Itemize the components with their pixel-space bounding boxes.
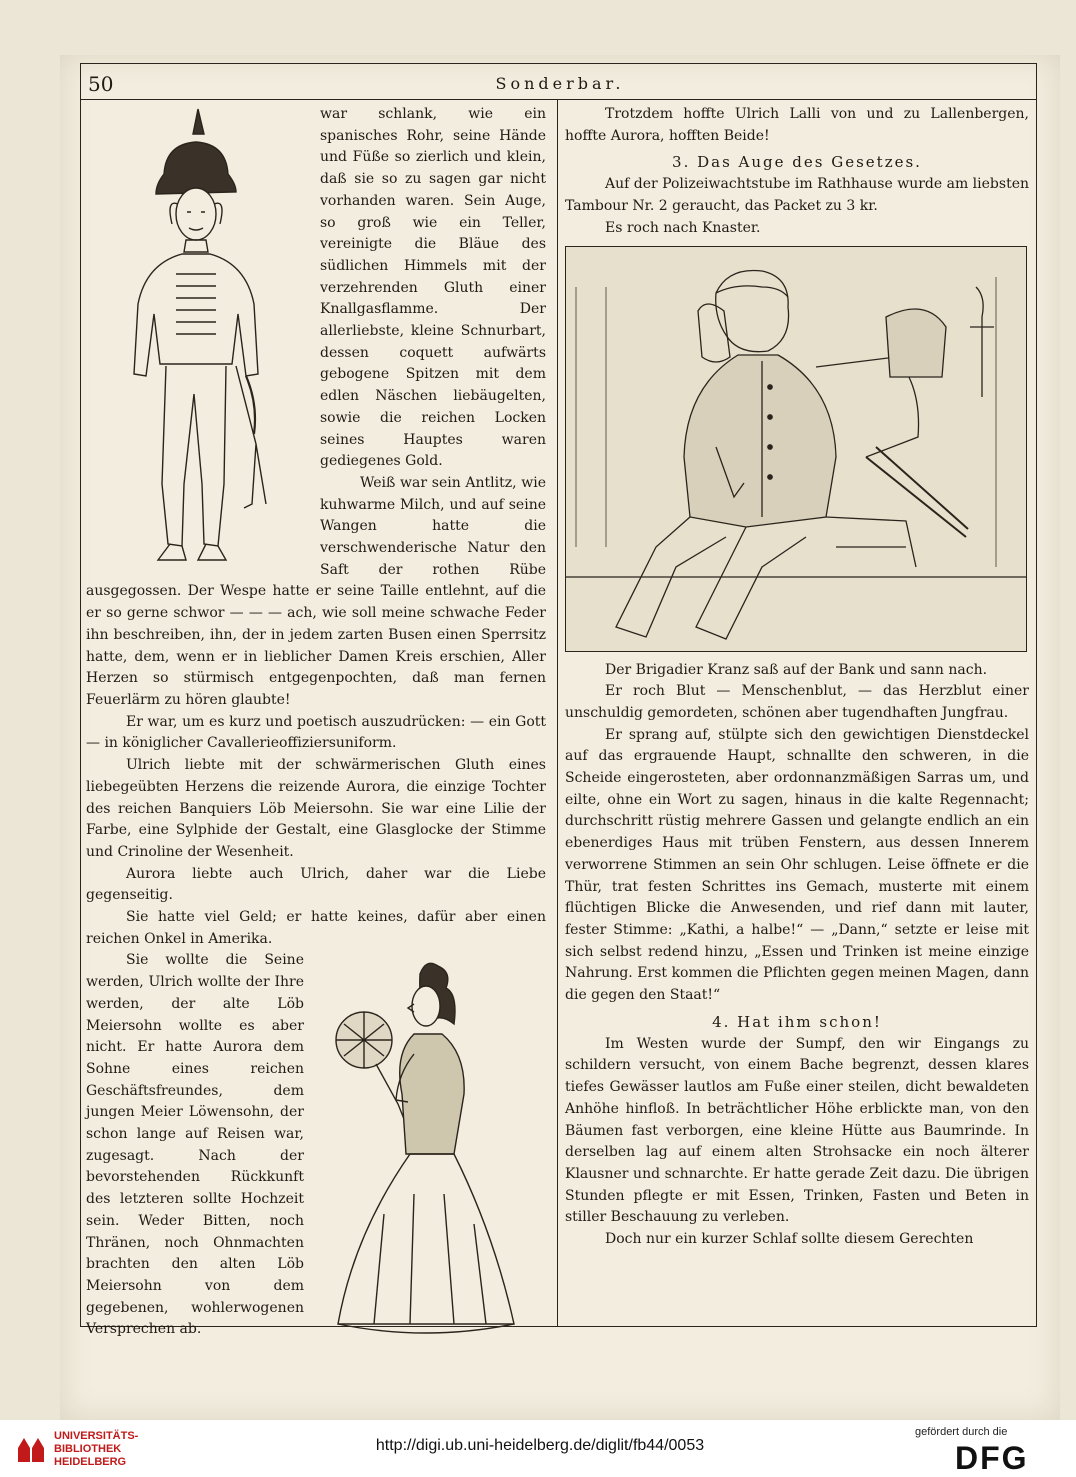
column-divider: [557, 99, 558, 1326]
running-title: Sonderbar.: [495, 74, 625, 93]
paragraph: war schlank, wie ein spanisches Rohr, seine Hände und Füße so zierlich und klein, daß sie so zu sagen gar nicht vorhanden waren. Sein Auge, so groß wie ein Teller, vereinigte die Bläue des südlichen Himmels mit der verzehrenden Gluth einer Knallgasflamme. Der allerliebste, kleine Schnurbart, dessen coquett aufwärts gebogene Spitzen mit dem edlen Näschen liebäugelten, sowie die reichen Locken seines Hauptes waren gediegenes Gold.: [320, 106, 546, 470]
paragraph: Trotzdem hoffte Ulrich Lalli von und zu Lallenbergen, hoffte Aurora, hofften Beide!: [565, 106, 1029, 144]
paragraph: Sie hatte viel Geld; er hatte keines, dafür aber einen reichen Onkel in Amerika.: [86, 909, 546, 947]
paragraph: Es roch nach Knaster.: [605, 219, 761, 236]
university-library-name: [54, 1430, 138, 1469]
paragraph: Im Westen wurde der Sumpf, den wir Eingangs zu schildern versucht, von einem Bache begrenzt, dessen klares tiefes Gewässer lautlos am Fuße einer steilen, dicht bewaldeten Anhöhe hinfloß. In beträchtlicher Höhe erblickte man, von den Bäumen fast verborgen, eine kleine Hütte aus Baumrinde. In derselben lag auf einem alten Strohsacke ein noch älterer Klausner und schnarchte. Er hatte gerade Zeit dazu. Die übrigen Stunden pflegte er mit Essen, Trinken, Fasten und Beten in stiller Beschauung zu verleben.: [565, 1035, 1029, 1226]
source-url-link[interactable]: http://digi.ub.uni-heidelberg.de/diglit/fb44/0053: [375, 1437, 705, 1454]
section-heading: 4. Hat ihm schon!: [712, 1012, 882, 1031]
library-line: HEIDELBERG: [54, 1456, 127, 1468]
lady-with-fan-illustration: [314, 954, 546, 1346]
paragraph: Ulrich liebte mit der schwärmerischen Gluth eines liebegeübten Herzens die reizende Aurora, die einzige Tochter des reichen Banquiers Löb Meiersohn. Sie war eine Lilie der Farbe, eine Sylphide der Gestalt, eine Glasglocke der Stimme und Crinoline der Wesenheit.: [86, 757, 546, 860]
section-heading: 3. Das Auge des Gesetzes.: [672, 153, 922, 172]
left-column: [86, 104, 546, 1350]
header-rule: [80, 99, 1037, 100]
paragraph: Er roch Blut — Menschenblut, — das Herzblut einer unschuldig gemordeten, schönen aber tugendhaften Jungfrau.: [565, 683, 1029, 721]
paragraph: Sie wollte die Seine werden, Ulrich wollte der Ihre werden, der alte Löb Meiersohn wollte es aber nicht. Er hatte Aurora dem Sohne eines reichen Geschäftsfreundes, dem jungen Meier Löwensohn, der schon lange auf Reisen war, zugesagt. Nach der bevorstehenden Rückkunft des letzteren sollte Hochzeit sein. Weder Bitten, noch Thränen, noch Ohnmachten brachten den alten Löb Meiersohn von dem gegebenen, wohlerwogenen Versprechen ab.: [86, 952, 304, 1338]
paragraph: Der Brigadier Kranz saß auf der Bank und sann nach.: [605, 661, 988, 678]
paragraph: Doch nur ein kurzer Schlaf sollte diesem Gerechten: [605, 1231, 974, 1248]
page-number: 50: [88, 72, 114, 96]
officer-illustration: [86, 104, 308, 577]
brigadier-illustration: [565, 246, 1027, 652]
funding-caption: gefördert durch die: [915, 1426, 1008, 1438]
library-line: BIBLIOTHEK: [54, 1443, 122, 1455]
right-column: [565, 104, 1029, 1251]
paragraph: Aurora liebte auch Ulrich, daher war die Liebe gegenseitig.: [86, 865, 546, 904]
paragraph: Er sprang auf, stülpte sich den gewichtigen Dienstdeckel auf das ergrauende Haupt, schnallte den schweren, in die Scheide eingerosteten, aber ordonnanzmäßigen Sarras um, und eilte, ohne ein Wort zu sagen, hinaus in die kalte Regennacht; durchschritt rüstig mehrere Gassen und gelangte endlich an ein ebenerdiges Haus mit trüben Fenstern, aus dessen Innerem verworrene Stimmen an sein Ohr schlugen. Leise öffnete er die Thür, trat festen Schrittes ins Gemach, musterte mit einem flüchtigen Blicke die Anwesenden, und rief dann mit lauter, fester Stimme: „Kathi, a halbe!“ — „Dann,“ setzte er leise mit sich selbst redend hinzu, „Essen und Trinken ist meine einzige Nahrung. Erst kommen die Pflichten gegen meinen Magen, dann die gegen den Staat!“: [565, 726, 1029, 1004]
paragraph: Er war, um es kurz und poetisch auszudrücken: — ein Gott — in königlicher Cavallerieoffiziersuniform.: [86, 713, 546, 752]
library-line: UNIVERSITÄTS-: [54, 1430, 139, 1442]
dfg-logo: DFG: [955, 1440, 1029, 1476]
paragraph: Weiß war sein Antlitz, wie kuhwarme Milch, und auf seine Wangen hatte die verschwenderische Natur den Saft der rothen Rübe ausgegossen. Der Wespe hatte er seine Taille entlehnt, auf die er so gerne schwor — — — ach, wie soll meine schwache Feder ihn beschreiben, ihn, der in jedem zarten Busen einen Sperrsitz hatte, dem, wenn er in lieblicher Damen Kreis erschien, Aller Herzen so stürmisch entgegenpochten, daß man fernen Feuerlärm zu hören glaubte!: [86, 474, 546, 708]
paragraph: Auf der Polizeiwachtstube im Rathhause wurde am liebsten Tambour Nr. 2 geraucht, das Packet zu 3 kr.: [565, 176, 1029, 215]
university-library-logo-icon: [16, 1434, 46, 1464]
